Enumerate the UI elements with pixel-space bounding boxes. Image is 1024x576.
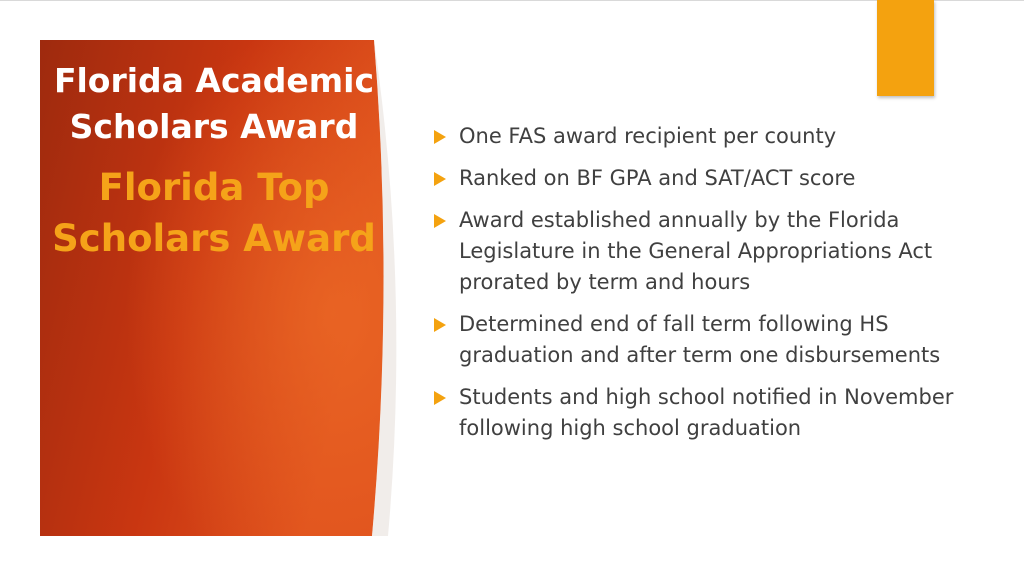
bullet-text: Award established annually by the Florida Legislature in the General Appropriations Act prorated by term and hours <box>459 208 933 294</box>
triangle-right-icon <box>434 318 446 332</box>
triangle-right-icon <box>434 214 446 228</box>
top-divider <box>0 0 1024 1</box>
bullet-item <box>431 309 1001 371</box>
bullet-text: Determined end of fall term following HS graduation and after term one disbursements <box>459 312 941 367</box>
title-secondary: Florida Top Scholars Award <box>52 166 376 260</box>
title-block <box>40 58 388 264</box>
bullet-item <box>431 163 1001 194</box>
triangle-right-icon <box>434 172 446 186</box>
bullet-text: One FAS award recipient per county <box>459 124 837 148</box>
triangle-right-icon <box>434 130 446 144</box>
bullet-text: Students and high school notified in November following high school graduation <box>459 385 954 440</box>
title-primary: Florida Academic Scholars Award <box>53 61 375 146</box>
bullet-item <box>431 205 1001 298</box>
bullet-list <box>431 121 1001 455</box>
bullet-text: Ranked on BF GPA and SAT/ACT score <box>459 166 856 190</box>
bullet-item <box>431 382 1001 444</box>
accent-tab <box>877 0 934 96</box>
bullet-item <box>431 121 1001 152</box>
triangle-right-icon <box>434 391 446 405</box>
